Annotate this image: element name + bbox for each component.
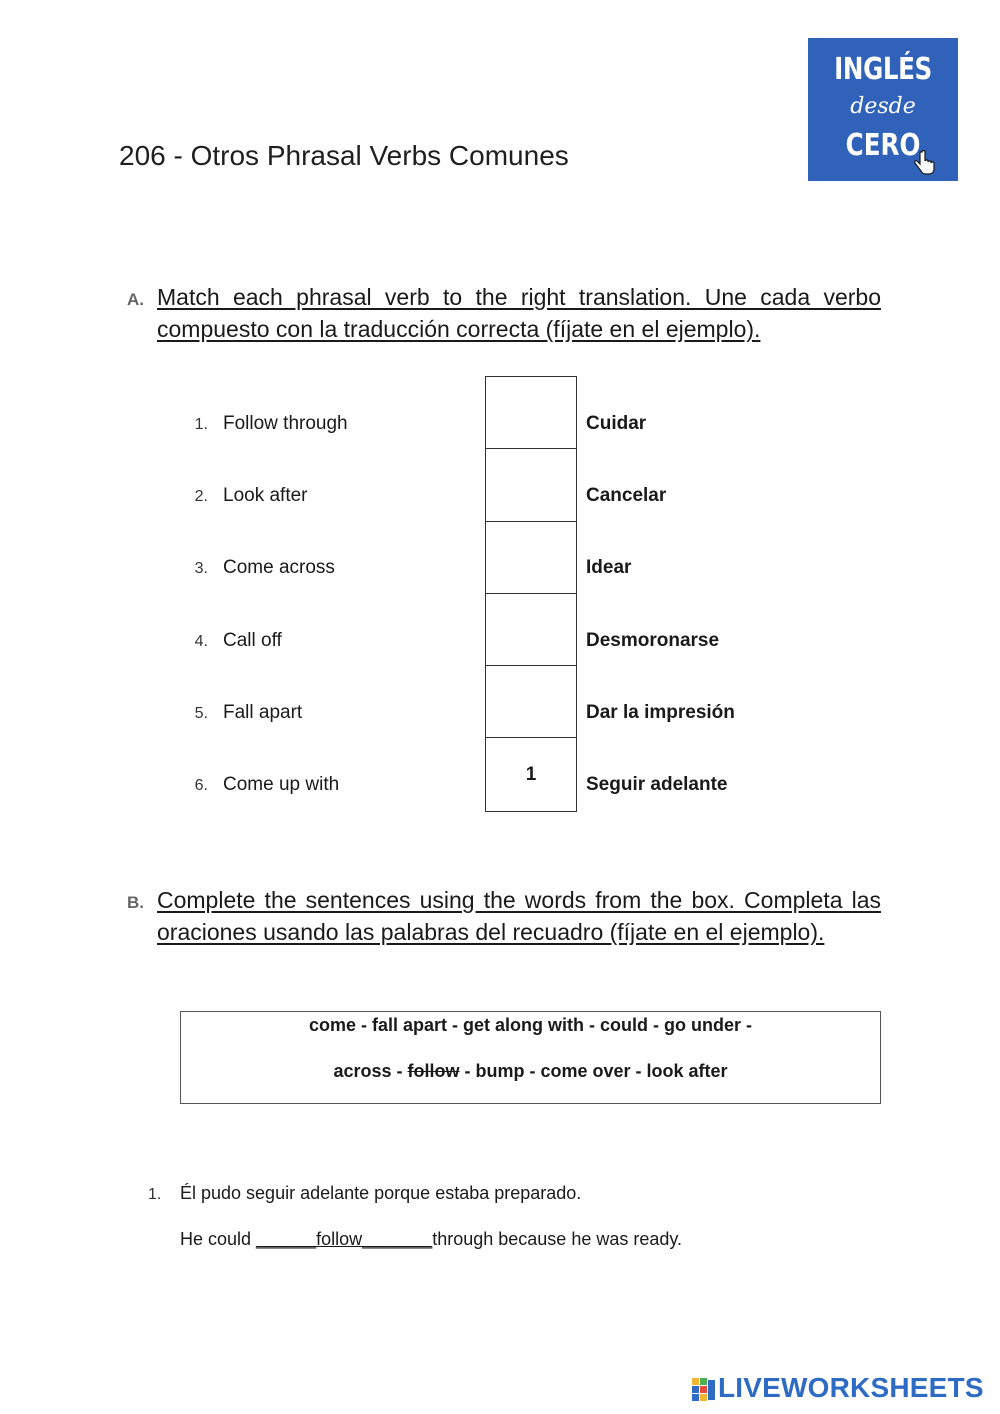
word-box-line-2 xyxy=(181,1061,880,1082)
row-number: 1. xyxy=(194,416,208,433)
translation: Dar la impresión xyxy=(586,702,735,723)
sentence-number: 1. xyxy=(148,1186,162,1203)
answer-blank[interactable]: ______follow_______ xyxy=(256,1229,433,1249)
row-number: 6. xyxy=(194,777,208,794)
liveworksheets-logo-icon xyxy=(692,1378,716,1402)
row-number: 5. xyxy=(194,705,208,722)
struck-word: follow xyxy=(407,1061,460,1081)
answer-box-2[interactable] xyxy=(486,449,576,521)
word-box xyxy=(180,1011,881,1104)
sentence-english xyxy=(180,1229,682,1250)
phrasal-verb: Look after xyxy=(223,485,308,506)
sentence-text: through because he was ready. xyxy=(432,1229,683,1249)
ingles-desde-cero-logo xyxy=(808,38,958,181)
word-box-text: across - xyxy=(333,1061,408,1081)
answer-box-5[interactable] xyxy=(486,666,576,738)
phrasal-verb: Come across xyxy=(223,557,335,578)
phrasal-verb: Follow through xyxy=(223,413,348,434)
section-a-letter: A. xyxy=(127,290,144,309)
sentence-text: He could xyxy=(180,1229,257,1249)
translation: Idear xyxy=(586,557,632,578)
section-a-instruction: Match each phrasal verb to the right translation. Une cada verbo compuesto con la traducción correcta (fíjate en el ejemplo). xyxy=(157,284,881,342)
liveworksheets-brand[interactable]: LIVEWORKSHEETS xyxy=(718,1372,984,1403)
logo-line-3: CERO xyxy=(845,128,921,163)
answer-box-3[interactable] xyxy=(486,522,576,594)
phrasal-verb: Call off xyxy=(223,630,282,651)
section-b-letter: B. xyxy=(127,893,144,912)
answer-box-4[interactable] xyxy=(486,594,576,666)
translation: Cancelar xyxy=(586,485,667,506)
row-number: 2. xyxy=(194,488,208,505)
row-number: 4. xyxy=(194,633,208,650)
answer-box-6[interactable]: 1 xyxy=(525,763,537,785)
logo-line-2: desde xyxy=(850,94,916,119)
sentence-spanish: Él pudo seguir adelante porque estaba preparado. xyxy=(180,1183,582,1203)
word-box-text: - bump - come over - look after xyxy=(459,1061,728,1081)
logo-line-1: INGLÉS xyxy=(834,52,932,87)
translation: Desmoronarse xyxy=(586,630,720,651)
pointer-hand-icon xyxy=(912,150,936,176)
page-title: 206 - Otros Phrasal Verbs Comunes xyxy=(119,140,569,171)
section-b-instruction: Complete the sentences using the words from the box. Completa las oraciones usando las palabras del recuadro (fíjate en el ejemplo). xyxy=(157,887,881,945)
answer-box-1[interactable] xyxy=(486,377,576,449)
translation: Cuidar xyxy=(586,413,647,434)
phrasal-verb: Come up with xyxy=(223,774,340,795)
row-number: 3. xyxy=(194,560,208,577)
phrasal-verb: Fall apart xyxy=(223,702,303,723)
answer-column xyxy=(485,376,577,812)
word-box-line-1: come - fall apart - get along with - could - go under - xyxy=(308,1015,752,1035)
translation: Seguir adelante xyxy=(586,774,728,795)
